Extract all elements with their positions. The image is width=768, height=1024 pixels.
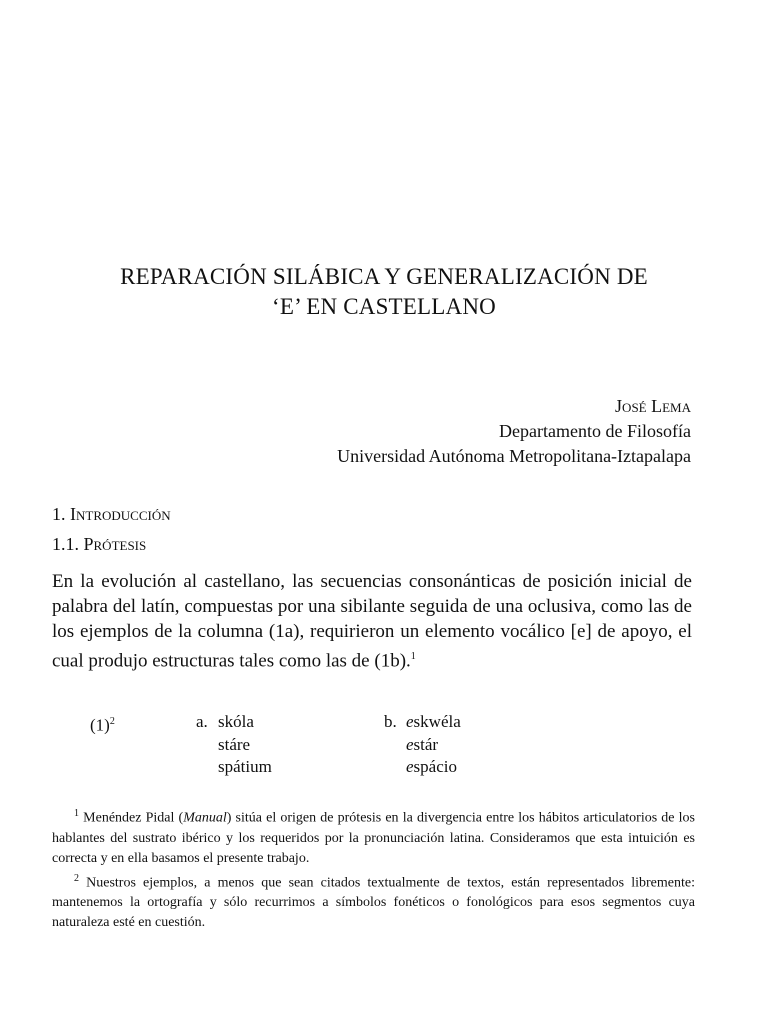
section-heading-introduccion: 1. Introducción: [52, 504, 171, 524]
footnote-2: [52, 869, 695, 934]
author-university: Universidad Autónoma Metropolitana-Iztapalapa: [337, 446, 691, 466]
example-number: [90, 711, 115, 737]
footnote-ref-1: 1: [410, 651, 416, 662]
subsection-heading-protesis: 1.1. Prótesis: [52, 534, 147, 554]
footnote-1: [52, 804, 695, 869]
title-line-1: REPARACIÓN SILÁBICA Y GENERALIZACIÓN DE: [120, 264, 648, 289]
prosthetic-e: e: [406, 734, 414, 754]
column-a-word: stáre: [218, 734, 251, 754]
column-a-words: [218, 711, 272, 779]
author-block: [337, 394, 691, 469]
column-b-word: [406, 756, 461, 779]
footnote-1-work-title: Manual: [183, 810, 227, 826]
column-b-word: [406, 711, 461, 734]
footnote-ref-2: 2: [109, 716, 115, 727]
footnote-1-text-start: Menéndez Pidal (: [83, 810, 184, 826]
title-line-2: ‘E’ EN CASTELLANO: [272, 294, 496, 319]
column-b-words: [406, 711, 461, 779]
body-paragraph: [52, 569, 692, 673]
prosthetic-e: e: [406, 712, 414, 731]
author-name: José Lema: [615, 396, 691, 416]
column-a-word: skóla: [218, 712, 254, 731]
column-b-label: b.: [384, 712, 397, 731]
column-a-word: spátium: [218, 757, 272, 776]
prosthetic-e: e: [406, 757, 414, 776]
column-b-word-rest: spácio: [413, 757, 457, 776]
footnotes: [52, 804, 695, 933]
footnote-mark-1: 1: [74, 808, 79, 819]
footnote-1-text-end: ) sitúa el origen de prótesis en la divergencia entre los hábitos articulatorios de los hablantes del sustrato ibérico y los requeridos por la pronunciación latina. Consideramos que esta intuición es correcta y en ella basamos el presente trabajo.: [52, 810, 696, 866]
column-a-label: a.: [196, 712, 208, 731]
paragraph-text: En la evolución al castellano, las secuencias consonánticas de posición inicial de palabra del latín, compuestas por una sibilante seguida de una oclusiva, como las de los ejemplos de la columna (1a), requirieron un elemento vocálico [e] de apoyo, el cual produjo estructuras tales como las de (1b).: [52, 571, 692, 672]
author-department: Departamento de Filosofía: [499, 421, 691, 441]
column-b-word-rest: stár: [413, 734, 439, 754]
column-b-word: [406, 734, 461, 757]
paper-title: [40, 262, 728, 322]
footnote-2-text: Nuestros ejemplos, a menos que sean citados textualmente de textos, están representados libremente: mantenemos la ortografía y sólo recurrimos a símbolos fonéticos o fonológicos para esos segmentos cuya naturaleza esté en cuestión.: [52, 875, 695, 931]
example-number-label: (1): [90, 715, 110, 735]
column-b-word-rest: skwéla: [413, 712, 461, 731]
footnote-mark-2: 2: [74, 872, 79, 884]
